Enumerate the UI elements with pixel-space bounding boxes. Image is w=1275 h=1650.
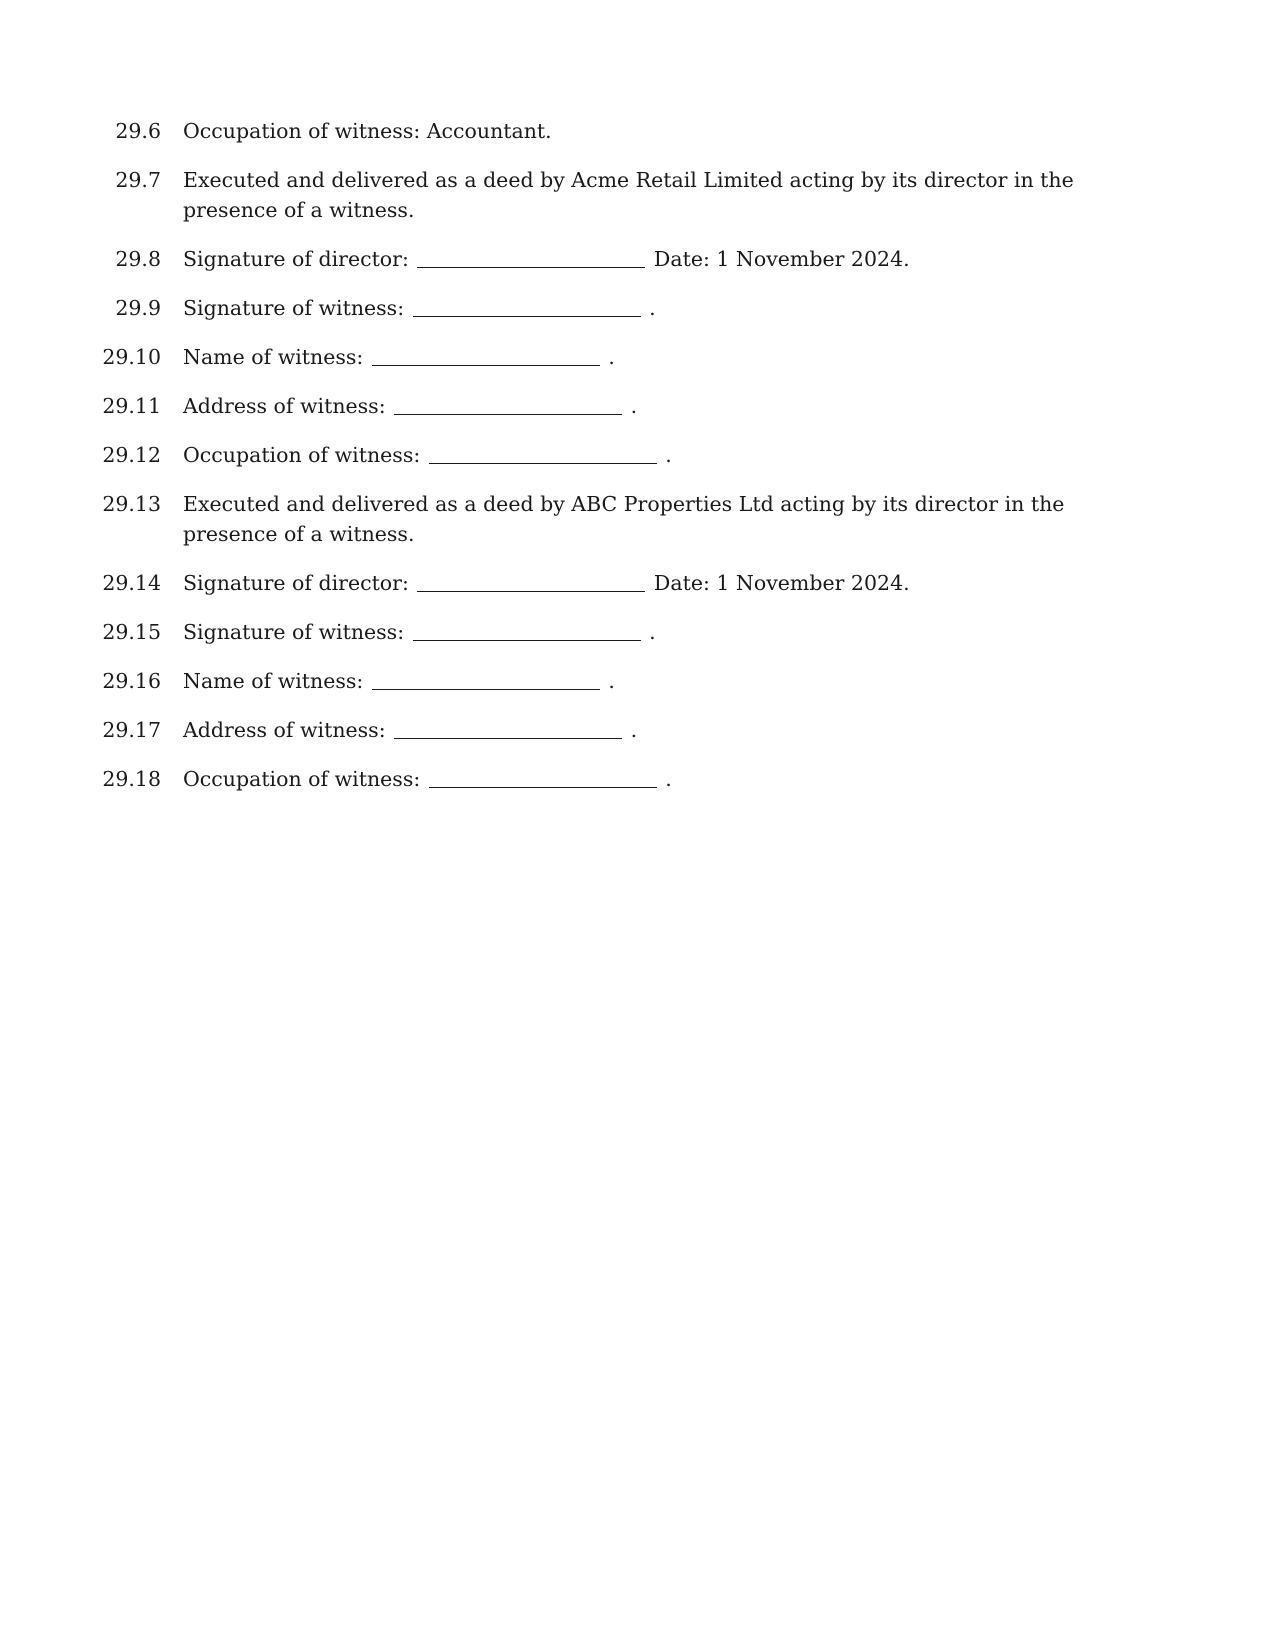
clause-text <box>183 617 1103 647</box>
clause-29-10 <box>0 342 1275 372</box>
clause-text <box>183 342 1103 372</box>
field-suffix: . <box>601 345 615 369</box>
field-label: Name of witness: <box>183 345 364 369</box>
blank-line <box>372 671 600 690</box>
clause-number: 29.10 <box>102 345 161 369</box>
clause-number: 29.12 <box>102 443 161 467</box>
field-label: Signature of director: <box>183 247 409 271</box>
field-suffix: . <box>624 718 638 742</box>
field-suffix: . <box>642 296 656 320</box>
clause-text: Executed and delivered as a deed by ABC Properties Ltd acting by its director in the presence of a witness. <box>183 492 1065 546</box>
signature-line <box>413 622 641 641</box>
clause-29-9 <box>0 293 1275 323</box>
clause-text <box>183 440 1103 470</box>
field-suffix: . <box>601 669 615 693</box>
clause-number: 29.13 <box>102 492 161 516</box>
signature-line <box>413 298 641 317</box>
clause-text <box>183 391 1103 421</box>
field-label: Occupation of witness: <box>183 443 421 467</box>
field-label: Address of witness: <box>183 718 386 742</box>
clause-29-15 <box>0 617 1275 647</box>
clause-29-11 <box>0 391 1275 421</box>
clause-text <box>183 666 1103 696</box>
clause-text <box>183 244 1103 274</box>
clause-number: 29.17 <box>102 718 161 742</box>
clause-text <box>183 568 1103 598</box>
field-suffix: Date: 1 November 2024. <box>647 247 910 271</box>
blank-line <box>429 445 657 464</box>
clause-text <box>183 715 1103 745</box>
field-suffix: . <box>658 767 672 791</box>
field-suffix: Date: 1 November 2024. <box>647 571 910 595</box>
clause-29-12 <box>0 440 1275 470</box>
clause-29-8 <box>0 244 1275 274</box>
clause-text: Occupation of witness: Accountant. <box>183 119 552 143</box>
blank-line <box>372 347 600 366</box>
clause-number: 29.8 <box>115 247 161 271</box>
clause-29-18 <box>0 764 1275 794</box>
clause-29-6 <box>0 116 1275 146</box>
clause-number: 29.18 <box>102 767 161 791</box>
field-label: Signature of witness: <box>183 620 405 644</box>
field-label: Name of witness: <box>183 669 364 693</box>
signature-line <box>417 249 645 268</box>
clause-text <box>183 764 1103 794</box>
clause-29-7 <box>0 165 1275 225</box>
field-label: Occupation of witness: <box>183 767 421 791</box>
clause-number: 29.7 <box>115 168 161 192</box>
field-label: Signature of director: <box>183 571 409 595</box>
blank-line <box>429 769 657 788</box>
clause-number: 29.14 <box>102 571 161 595</box>
clause-list <box>0 116 1275 813</box>
blank-line <box>394 720 622 739</box>
clause-number: 29.11 <box>102 394 161 418</box>
field-suffix: . <box>642 620 656 644</box>
signature-line <box>417 573 645 592</box>
field-suffix: . <box>658 443 672 467</box>
field-suffix: . <box>624 394 638 418</box>
field-label: Address of witness: <box>183 394 386 418</box>
clause-number: 29.6 <box>115 119 161 143</box>
clause-number: 29.15 <box>102 620 161 644</box>
clause-text: Executed and delivered as a deed by Acme Retail Limited acting by its director in the presence of a witness. <box>183 168 1074 222</box>
clause-number: 29.16 <box>102 669 161 693</box>
clause-text <box>183 293 1103 323</box>
field-label: Signature of witness: <box>183 296 405 320</box>
clause-29-13 <box>0 489 1275 549</box>
clause-29-14 <box>0 568 1275 598</box>
clause-29-17 <box>0 715 1275 745</box>
clause-29-16 <box>0 666 1275 696</box>
blank-line <box>394 396 622 415</box>
clause-number: 29.9 <box>115 296 161 320</box>
